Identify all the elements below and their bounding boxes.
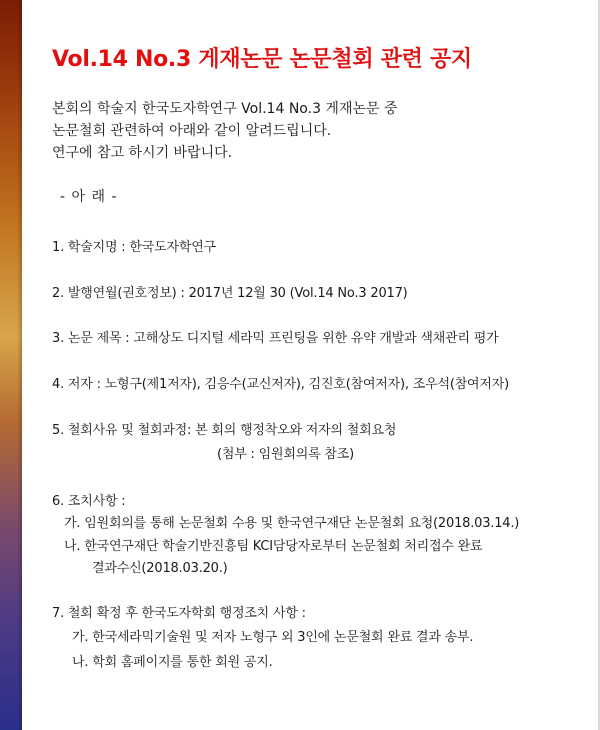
item-attachment-note: (첨부 : 임원회의록 참조) bbox=[217, 447, 354, 462]
intro-line-1: 본회의 학술지 한국도자학연구 Vol.14 No.3 게재논문 중 bbox=[52, 101, 398, 117]
followup-item-a: 가. 한국세라믹기술원 및 저자 노형구 외 3인에 논문철회 완료 결과 송부. bbox=[72, 630, 474, 645]
intro-line-2: 논문철회 관련하여 아래와 같이 알려드립니다. bbox=[52, 123, 332, 139]
item-authors: 4. 저자 : 노형구(제1저자), 김응수(교신저자), 김진호(참여저자), 조우석(참여저자) bbox=[52, 377, 510, 392]
item-withdrawal-reason: 5. 철회사유 및 철회과정: 본 회의 행정착오와 저자의 철회요청 bbox=[52, 423, 397, 438]
followup-item-b: 나. 학회 홈페이지를 통한 회원 공지. bbox=[72, 655, 273, 670]
intro-paragraph bbox=[52, 98, 582, 164]
item-paper-title: 3. 논문 제목 : 고해상도 디지털 세라믹 프린팅을 위한 유약 개발과 색채관리 평가 bbox=[52, 331, 499, 346]
decorative-gradient-bar bbox=[0, 0, 22, 730]
notice-header: - 아 래 - bbox=[60, 189, 118, 205]
action-item-a: 가. 임원회의를 통해 논문철회 수용 및 한국연구재단 논문철회 요청(2018.03.14.) bbox=[64, 516, 520, 531]
action-item-b-continued: 결과수신(2018.03.20.) bbox=[92, 561, 228, 576]
action-item-b: 나. 한국연구재단 학술기반진흥팀 KCI담당자로부터 논문철회 처리접수 완료 bbox=[64, 539, 483, 554]
item-followup-header: 7. 철회 확정 후 한국도자학회 행정조치 사항 : bbox=[52, 606, 306, 621]
intro-line-3: 연구에 참고 하시기 바랍니다. bbox=[52, 145, 233, 161]
notice-title: Vol.14 No.3 게재논문 논문철회 관련 공지 bbox=[52, 47, 472, 72]
item-journal-name: 1. 학술지명 : 한국도자학연구 bbox=[52, 240, 216, 255]
item-publication-date: 2. 발행연월(권호정보) : 2017년 12월 30 (Vol.14 No.3 2017) bbox=[52, 286, 408, 301]
item-actions-header: 6. 조치사항 : bbox=[52, 494, 126, 509]
